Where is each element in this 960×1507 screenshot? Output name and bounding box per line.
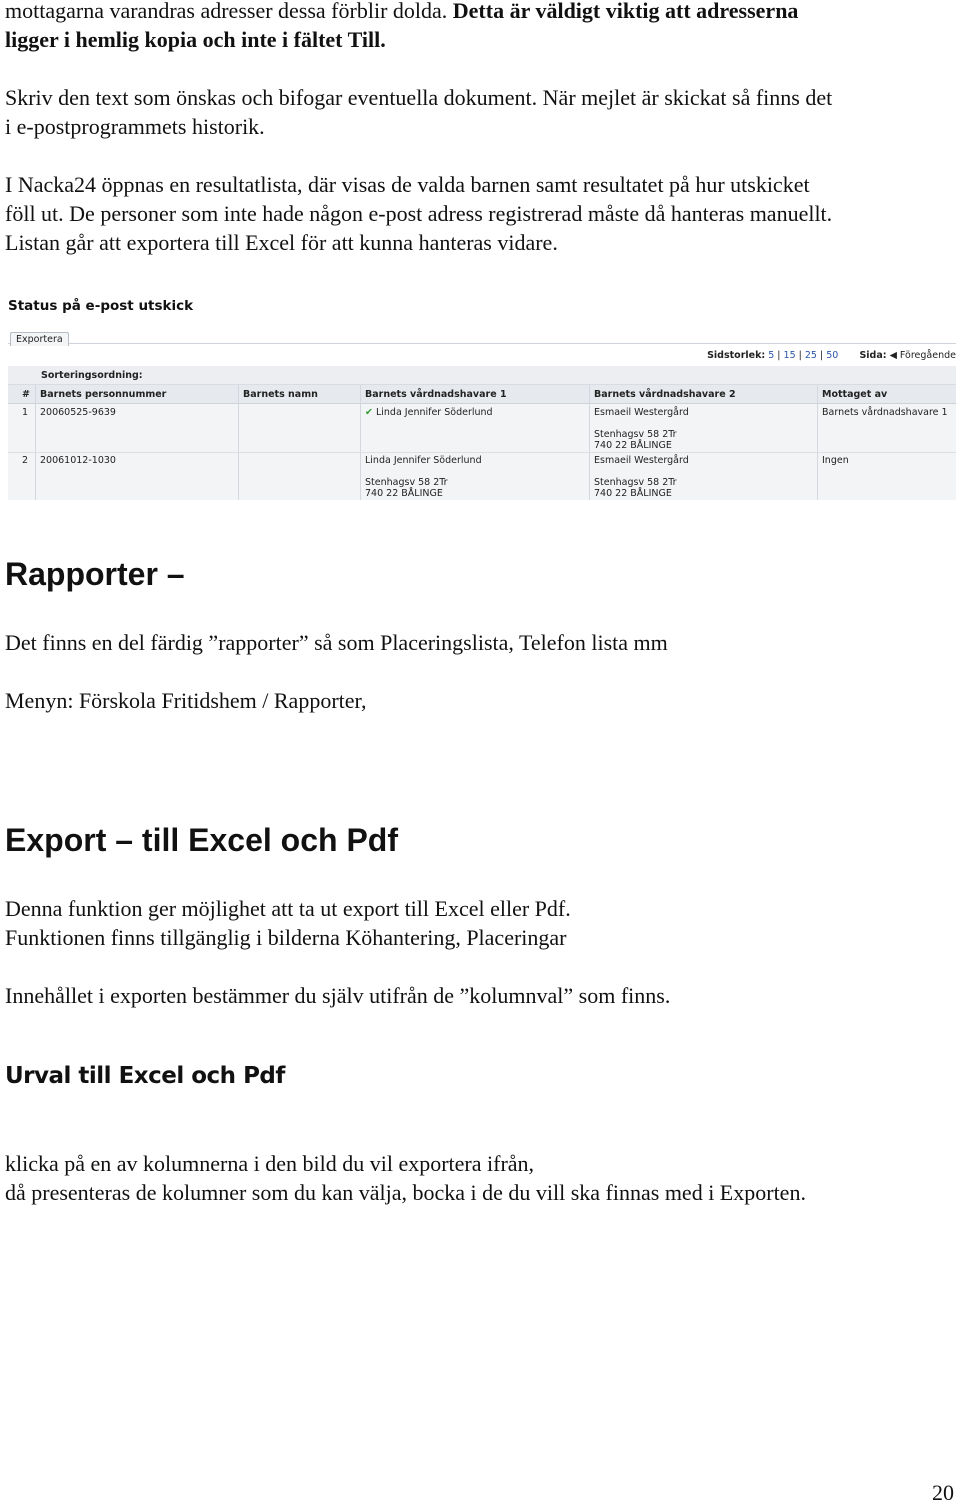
guardian-2-city: 740 22 BÅLINGE bbox=[594, 440, 672, 451]
guardian-1-street: Stenhagsv 58 2Tr bbox=[365, 477, 448, 488]
intro-para2-line-2: i e-postprogrammets historik. bbox=[5, 114, 265, 139]
toolbar bbox=[8, 323, 956, 344]
personnummer-cell: 20060525-9639 bbox=[40, 407, 116, 418]
intro-line-2 bbox=[5, 25, 386, 54]
intro-line-1-bold: Detta är väldigt viktig att adresserna bbox=[452, 0, 799, 23]
col-header-guardian-1[interactable]: Barnets vårdnadshavare 1 bbox=[365, 389, 507, 400]
intro-line-2-bold: ligger i hemlig kopia och inte i fältet Till. bbox=[5, 27, 386, 52]
page-size-25[interactable]: 25 bbox=[804, 350, 817, 361]
received-by-cell: Barnets vårdnadshavare 1 bbox=[822, 407, 948, 418]
column-divider bbox=[589, 385, 590, 500]
intro-line-1-text: mottagarna varandras adresser dessa förblir dolda. bbox=[5, 0, 453, 23]
page-size-5[interactable]: 5 bbox=[768, 350, 775, 361]
export-heading: Export – till Excel och Pdf bbox=[5, 822, 398, 858]
column-divider bbox=[817, 385, 818, 500]
guardian-1-name: Linda Jennifer Söderlund bbox=[365, 455, 482, 466]
intro-para3-line-3: Listan går att exportera till Excel för att kunna hanteras vidare. bbox=[5, 230, 558, 255]
guardian-2-city: 740 22 BÅLINGE bbox=[594, 488, 672, 499]
row-number: 1 bbox=[22, 407, 29, 418]
urval-text-2: då presenteras de kolumner som du kan välja, bocka i de du vill ska finnas med i Exporten. bbox=[5, 1180, 806, 1205]
col-header-name[interactable]: Barnets namn bbox=[243, 389, 318, 400]
rapporter-text-2: Menyn: Förskola Fritidshem / Rapporter, bbox=[5, 688, 367, 713]
intro-para2-line-1: Skriv den text som önskas och bifogar eventuella dokument. När mejlet är skickat så finns det bbox=[5, 85, 833, 110]
sort-order-bar bbox=[8, 366, 956, 385]
pager: Sidstorlek: 5 | 15 | 25 | 50 Sida: ◀ Föregående bbox=[707, 350, 956, 361]
export-tab[interactable]: Exportera bbox=[10, 332, 69, 346]
received-by-cell: Ingen bbox=[822, 455, 849, 466]
urval-text-1: klicka på en av kolumnerna i den bild du vil exportera ifrån, bbox=[5, 1151, 535, 1176]
column-divider bbox=[35, 385, 36, 500]
col-header-guardian-2[interactable]: Barnets vårdnadshavare 2 bbox=[594, 389, 736, 400]
table-header bbox=[8, 385, 956, 404]
export-text-1: Denna funktion ger möjlighet att ta ut export till Excel eller Pdf. bbox=[5, 896, 571, 921]
prev-page-link[interactable]: ◀ Föregående bbox=[889, 350, 956, 361]
column-divider bbox=[360, 385, 361, 500]
intro-para3-line-1: I Nacka24 öppnas en resultatlista, där visas de valda barnen samt resultatet på hur utskicket bbox=[5, 172, 810, 197]
column-divider bbox=[238, 385, 239, 500]
page-size-15[interactable]: 15 bbox=[783, 350, 796, 361]
intro-para3-line-2: föll ut. De personer som inte hade någon e-post adress registrerad måste då hanteras manuellt. bbox=[5, 201, 833, 226]
guardian-2-name: Esmaeil Westergård bbox=[594, 407, 689, 418]
guardian-1-city: 740 22 BÅLINGE bbox=[365, 488, 443, 499]
status-table bbox=[8, 366, 956, 500]
page-size-label: Sidstorlek: bbox=[707, 350, 766, 361]
col-header-num[interactable]: # bbox=[22, 389, 30, 400]
guardian-1-name: Linda Jennifer Söderlund bbox=[375, 407, 493, 418]
email-status-screenshot bbox=[8, 292, 956, 500]
status-title: Status på e-post utskick bbox=[8, 298, 194, 314]
guardian-2-name: Esmaeil Westergård bbox=[594, 455, 689, 466]
page-size-50[interactable]: 50 bbox=[826, 350, 839, 361]
page-number: 20 bbox=[932, 1480, 954, 1505]
intro-line-1 bbox=[5, 0, 798, 25]
export-text-2: Funktionen finns tillgänglig i bilderna Köhantering, Placeringar bbox=[5, 925, 567, 950]
page-label: Sida: bbox=[859, 350, 887, 361]
col-header-received-by[interactable]: Mottaget av bbox=[822, 389, 888, 400]
rapporter-heading: Rapporter – bbox=[5, 556, 185, 592]
row-number: 2 bbox=[22, 455, 29, 466]
row-divider bbox=[8, 452, 956, 453]
export-text-3: Innehållet i exporten bestämmer du själv utifrån de ”kolumnval” som finns. bbox=[5, 983, 671, 1008]
guardian-2-street: Stenhagsv 58 2Tr bbox=[594, 477, 677, 488]
personnummer-cell: 20061012-1030 bbox=[40, 455, 116, 466]
rapporter-text-1: Det finns en del färdig ”rapporter” så som Placeringslista, Telefon lista mm bbox=[5, 630, 668, 655]
guardian-1-cell bbox=[365, 407, 493, 418]
checkmark-icon: ✔ bbox=[365, 407, 373, 418]
col-header-personnummer[interactable]: Barnets personnummer bbox=[40, 389, 167, 400]
urval-heading: Urval till Excel och Pdf bbox=[5, 1063, 285, 1089]
sort-order-label: Sorteringsordning: bbox=[41, 370, 143, 381]
guardian-2-street: Stenhagsv 58 2Tr bbox=[594, 429, 677, 440]
